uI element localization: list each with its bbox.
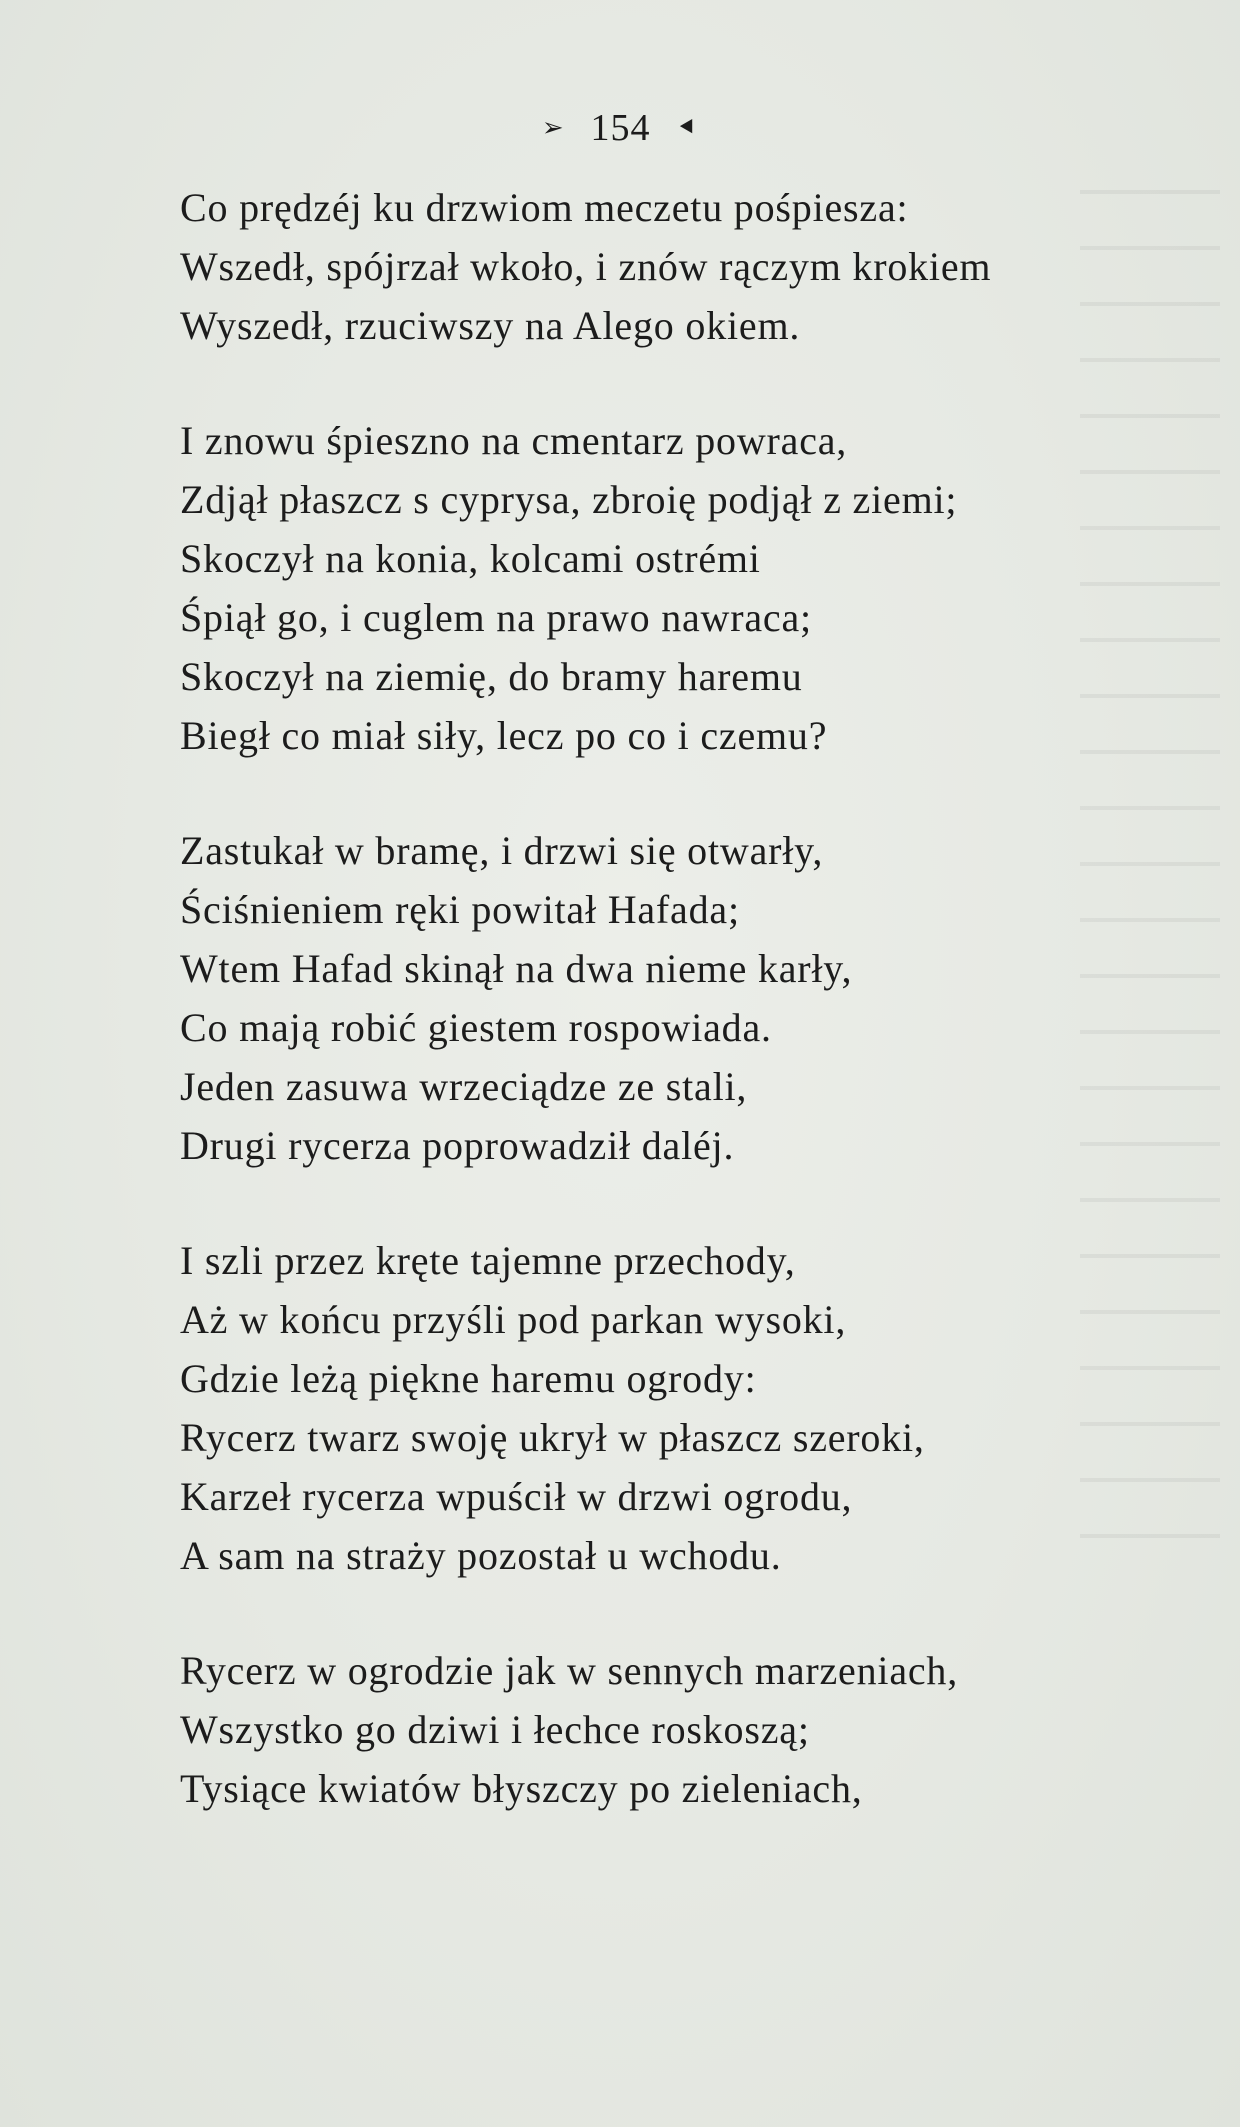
verse-line: Drugi rycerza poprowadził daléj. <box>180 1123 735 1168</box>
verse-line: I szli przez kręte tajemne przechody, <box>180 1238 796 1283</box>
verse-line: Wszystko go dziwi i łechce roskoszą; <box>180 1707 810 1752</box>
verse-line: Wyszedł, rzuciwszy na Alego okiem. <box>180 303 801 348</box>
stanza <box>180 821 1120 1175</box>
verse-line: Gdzie leżą piękne haremu ogrody: <box>180 1356 757 1401</box>
page-number: 154 <box>590 107 651 149</box>
verse-line: Zastukał w bramę, i drzwi się otwarły, <box>180 828 824 873</box>
verse-line: Wszedł, spójrzał wkoło, i znów rączym krokiem <box>180 244 992 289</box>
verse-line: Jeden zasuwa wrzeciądze ze stali, <box>180 1064 748 1109</box>
verse-line: Co mają robić giestem rospowiada. <box>180 1005 772 1050</box>
page-header <box>0 106 1240 150</box>
verse-line: Skoczył na konia, kolcami ostrémi <box>180 536 761 581</box>
verse-line: Wtem Hafad skinął na dwa nieme karły, <box>180 946 853 991</box>
stanza <box>180 1641 1120 1818</box>
verse-line: Skoczył na ziemię, do bramy haremu <box>180 654 803 699</box>
verse-line: Tysiące kwiatów błyszczy po zieleniach, <box>180 1766 863 1811</box>
stanza <box>180 411 1120 765</box>
right-ornament-icon: ⯇ <box>676 112 699 143</box>
verse-line: Rycerz twarz swoję ukrył w płaszcz szeroki, <box>180 1415 925 1460</box>
stanza <box>180 178 1120 355</box>
verse-line: Rycerz w ogrodzie jak w sennych marzeniach, <box>180 1648 959 1693</box>
verse-line: I znowu śpieszno na cmentarz powraca, <box>180 418 848 463</box>
poem-body <box>180 178 1120 1874</box>
left-ornament-icon: ➢ <box>541 113 565 143</box>
stanza <box>180 1231 1120 1585</box>
verse-line: A sam na straży pozostał u wchodu. <box>180 1533 782 1578</box>
verse-line: Aż w końcu przyśli pod parkan wysoki, <box>180 1297 847 1342</box>
verse-line: Biegł co miał siły, lecz po co i czemu? <box>180 713 828 758</box>
verse-line: Co prędzéj ku drzwiom meczetu pośpiesza: <box>180 185 909 230</box>
verse-line: Ściśnieniem ręki powitał Hafada; <box>180 887 740 932</box>
verse-line: Śpiął go, i cuglem na prawo nawraca; <box>180 595 812 640</box>
verse-line: Karzeł rycerza wpuścił w drzwi ogrodu, <box>180 1474 853 1519</box>
verse-line: Zdjął płaszcz s cyprysa, zbroię podjął z ziemi; <box>180 477 958 522</box>
